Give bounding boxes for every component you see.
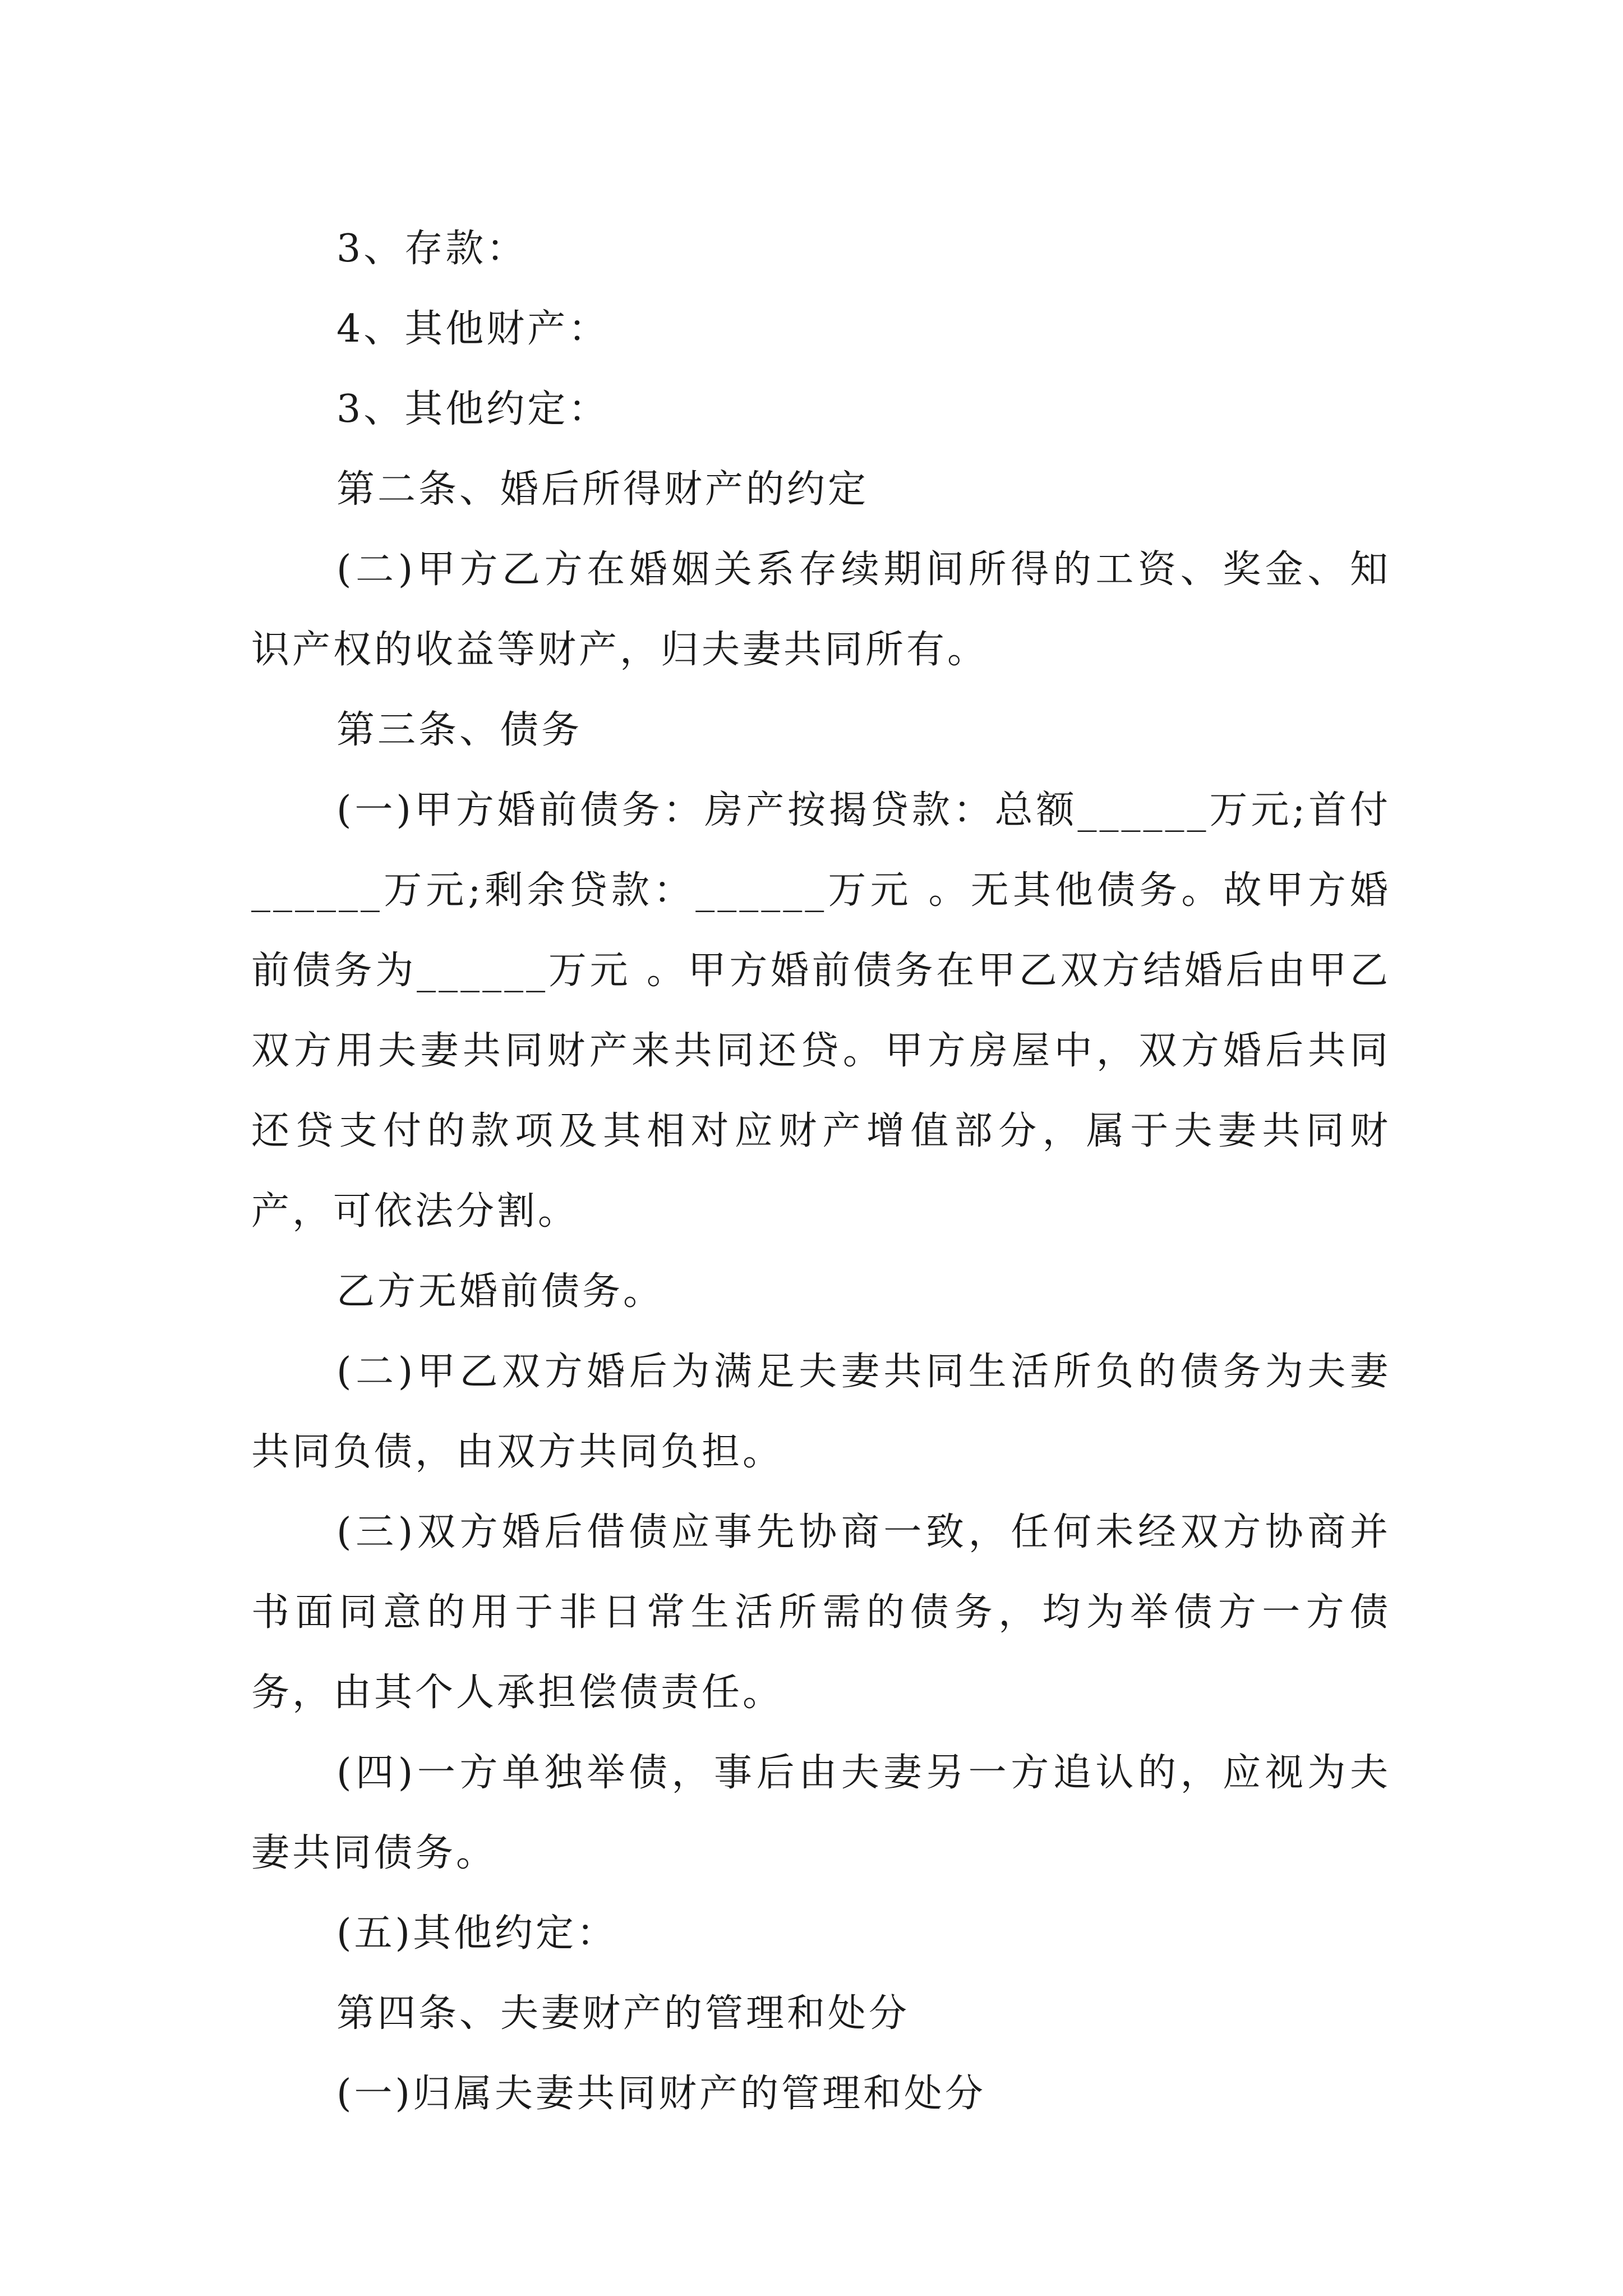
heading-article-2: 第二条、婚后所得财产的约定 — [336, 467, 869, 512]
paragraph-borrowing-consent: (三)双方婚后借债应事先协商一致，任何未经双方协商并书面同意的用于非日常生活所需的债务，均为举债方一方债务，由其个人承担偿债责任。 — [251, 1510, 1391, 1715]
paragraph-deposits: 3、存款： — [336, 227, 528, 271]
paragraph-ratified-debt: (四)一方单独举债，事后由夫妻另一方追认的，应视为夫妻共同债务。 — [251, 1751, 1391, 1875]
paragraph-party-b-no-debt: 乙方无婚前债务。 — [336, 1269, 665, 1314]
paragraph-joint-income: (二)甲方乙方在婚姻关系存续期间所得的工资、奖金、知识产权的收益等财产，归夫妻共同所有。 — [251, 547, 1391, 672]
paragraph-other-property: 4、其他财产： — [336, 307, 610, 351]
heading-article-3: 第三条、债务 — [336, 708, 583, 752]
paragraph-premarital-debt: (一)甲方婚前债务：房产按揭贷款：总额______万元;首付______万元;剩余贷款：______万元 。无其他债务。故甲方婚前债务为______万元 。甲方婚前债务在甲乙双方结婚后由甲乙双方用夫妻共同财产来共同还贷。甲方房屋中，双方婚后共同还贷支付的款项及其相对应财产增值部分，属于夫妻共同财产，可依法分割。 — [251, 788, 1391, 1234]
document-body — [251, 209, 1391, 2134]
paragraph-other-agreement: 3、其他约定： — [336, 387, 610, 431]
paragraph-joint-property-management: (一)归属夫妻共同财产的管理和处分 — [336, 2072, 986, 2116]
paragraph-debt-other-agreement: (五)其他约定： — [336, 1911, 618, 1955]
paragraph-joint-debt: (二)甲乙双方婚后为满足夫妻共同生活所负的债务为夫妻共同负债，由双方共同负担。 — [251, 1350, 1391, 1474]
heading-article-4: 第四条、夫妻财产的管理和处分 — [336, 1991, 910, 2036]
